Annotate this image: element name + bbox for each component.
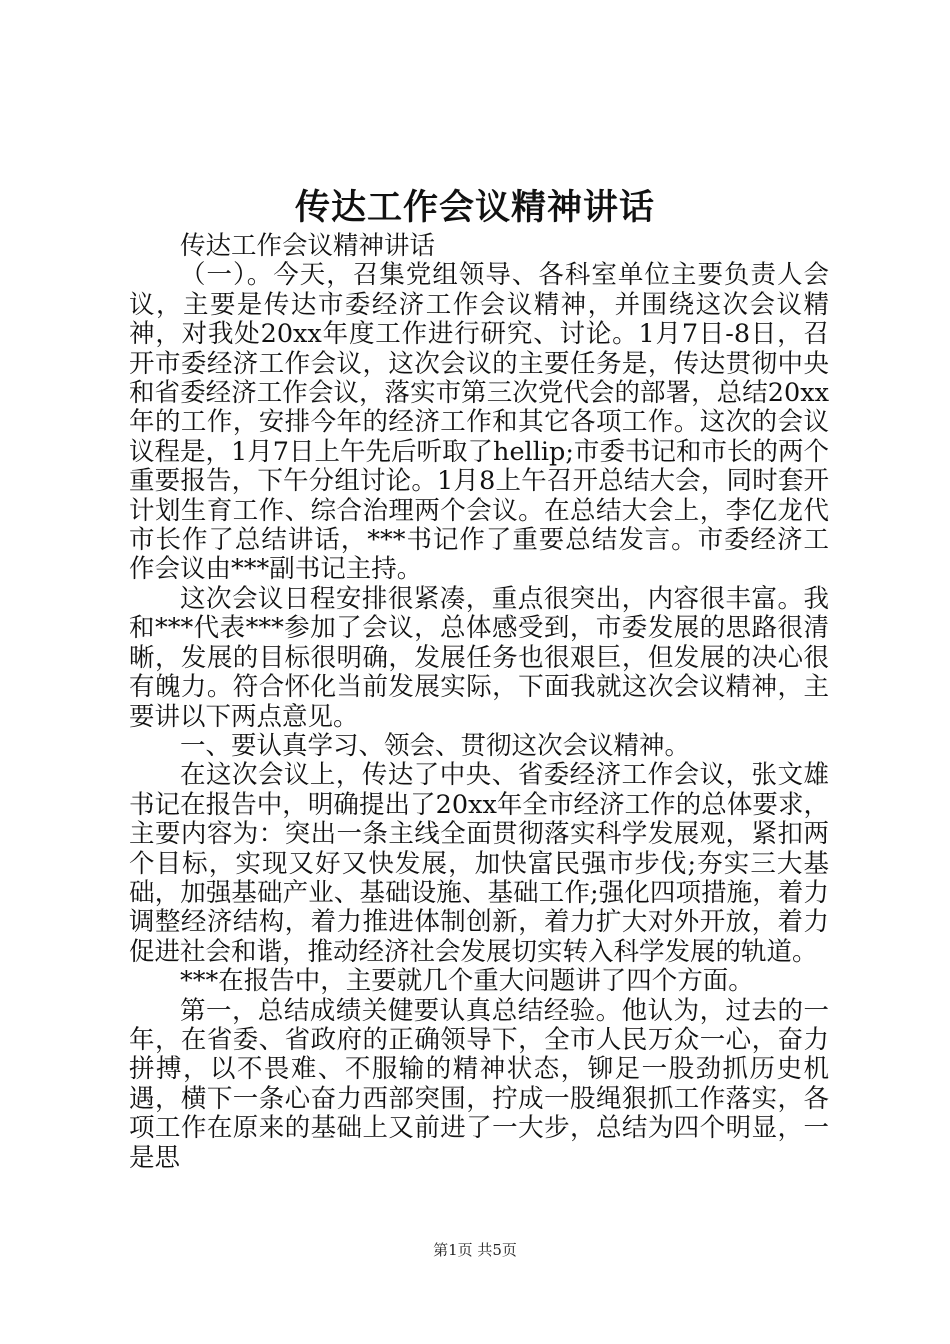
paragraph-subtitle: 传达工作会议精神讲话: [180, 231, 436, 261]
paragraph: ***在报告中，主要就几个重大问题讲了四个方面。: [180, 966, 754, 997]
document-title: 传达工作会议精神讲话: [294, 187, 655, 228]
section-heading: 一、要认真学习、领会、贯彻这次会议精神。: [180, 730, 691, 761]
paragraph: 这次会议日程安排很紧凑，重点很突出，内容很丰富。我和***代表***参加了会议，总体感受到，市委发展的思路很清晰，发展的目标很明确，发展任务也很艰巨，但发展的决心很有魄力。符合怀化当前发展实际，下面我就这次会议精神，主要讲以下两点意见。: [129, 583, 829, 732]
paragraph: 在这次会议上，传达了中央、省委经济工作会议，张文雄书记在报告中，明确提出了20xx年全市经济工作的总体要求，主要内容为：突出一条主线全面贯彻落实科学发展观，紧扣两个目标，实现又好又快发展，加快富民强市步伐;夯实三大基础，加强基础产业、基础设施、基础工作;强化四项措施，着力调整经济结构，着力推进体制创新，着力扩大对外开放，着力促进社会和谐，推动经济社会发展切实转入科学发展的轨道。: [129, 760, 829, 967]
paragraph: （一）。今天，召集党组领导、各科室单位主要负责人会议，主要是传达市委经济工作会议精神，并围绕这次会议精神，对我处20xx年度工作进行研究、讨论。1月7日-8日，召开市委经济工作会议，这次会议的主要任务是，传达贯彻中央和省委经济工作会议，落实市第三次党代会的部署，总结20xx年的工作，安排今年的经济工作和其它各项工作。这次的会议议程是，1月7日上午先后听取了hellip;市委书记和市长的两个重要报告，下午分组讨论。1月8上午召开总结大会，同时套开计划生育工作、综合治理两个会议。在总结大会上，李亿龙代市长作了总结讲话，***书记作了重要总结发言。市委经济工作会议由***副书记主持。: [129, 260, 829, 585]
paragraph: 第一，总结成绩关健要认真总结经验。他认为，过去的一年，在省委、省政府的正确领导下，全市人民万众一心，奋力拼搏，以不畏难、不服输的精神状态，铆足一股劲抓历史机遇，横下一条心奋力西部突围，拧成一股绳狠抓工作落实，各项工作在原来的基础上又前进了一大步，总结为四个明显，一是思: [129, 995, 829, 1173]
page-footer: 第1页 共5页: [433, 1241, 517, 1259]
document-body: [129, 232, 829, 1173]
